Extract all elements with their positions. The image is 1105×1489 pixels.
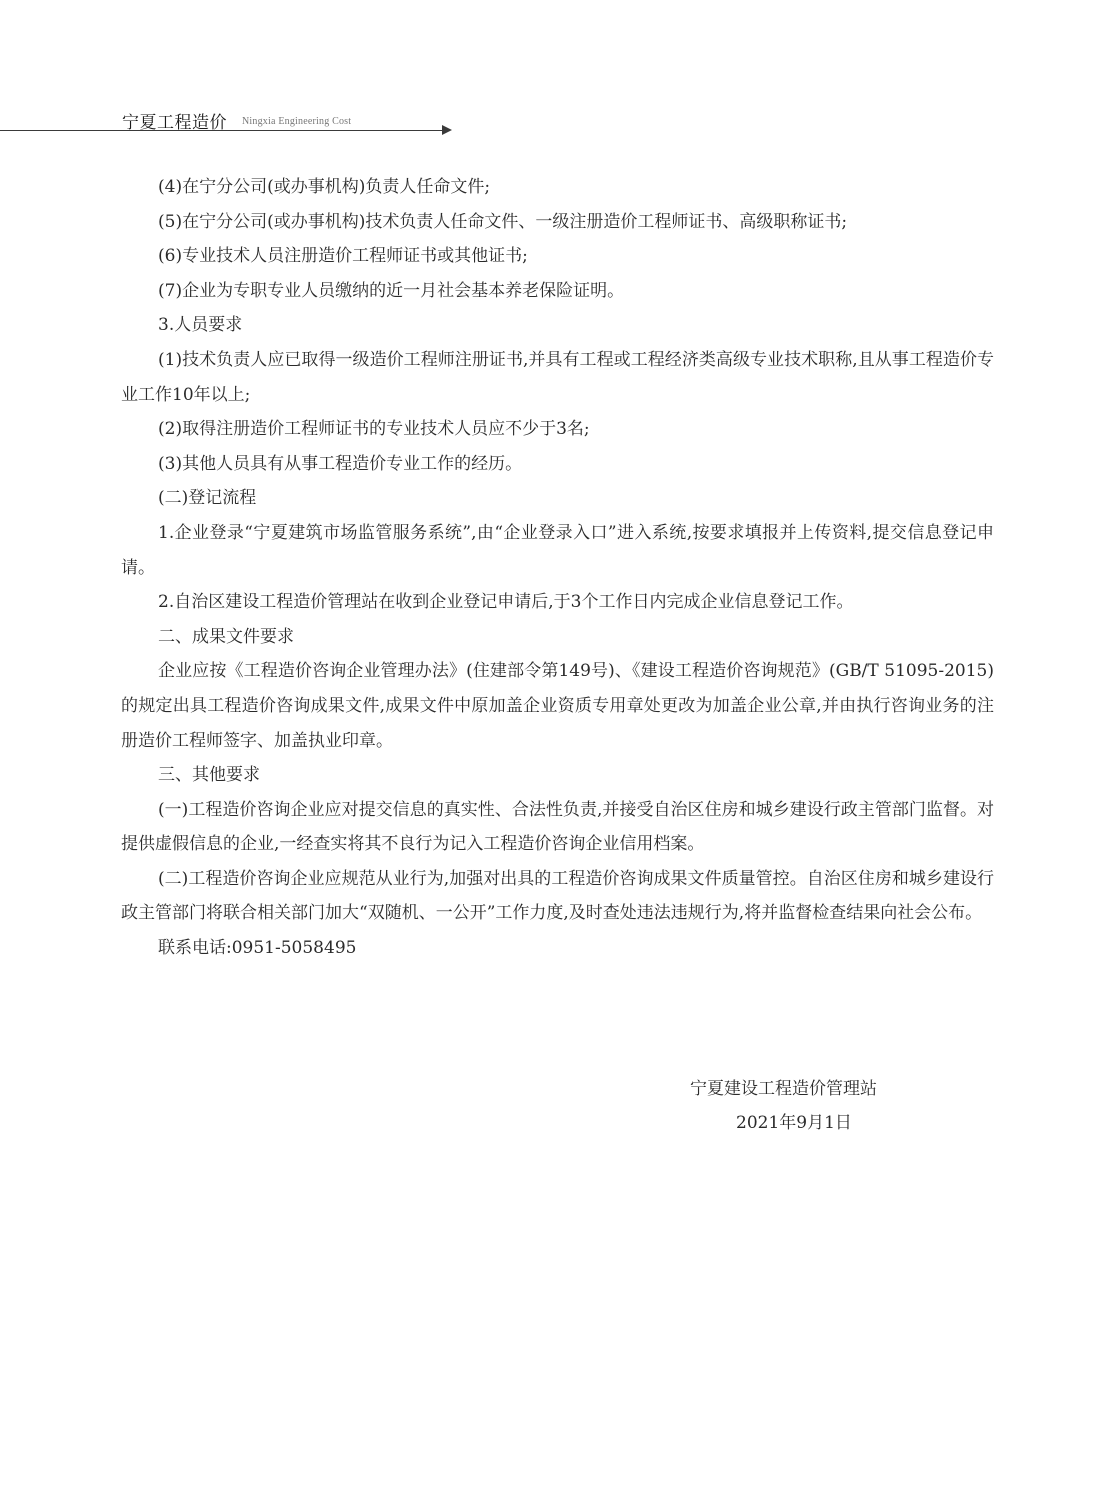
document-body (121, 170, 994, 966)
section-heading: 三、其他要求 (158, 765, 260, 786)
journal-title: 宁夏工程造价 (122, 113, 227, 133)
body-paragraph: (二)工程造价咨询企业应规范从业行为,加强对出具的工程造价咨询成果文件质量管控。自治区住房和城乡建设行政主管部门将联合相关部门加大“双随机、一公开”工作力度,及时查处违法违规行为,将并监督检查结果向社会公布。 (121, 868, 994, 924)
list-item: (4)在宁分公司(或办事机构)负责人任命文件; (158, 177, 491, 197)
section-heading: (二)登记流程 (158, 488, 257, 509)
contact-phone: 联系电话:0951-5058495 (158, 938, 357, 959)
list-item: (3)其他人员具有从事工程造价专业工作的经历。 (158, 453, 523, 474)
issuing-organization: 宁夏建设工程造价管理站 (690, 1079, 877, 1099)
journal-subtitle: Ningxia Engineering Cost (242, 116, 352, 127)
body-paragraph: (一)工程造价咨询企业应对提交信息的真实性、合法性负责,并接受自治区住房和城乡建设行政主管部门监督。对提供虚假信息的企业,一经查实将其不良行为记入工程造价咨询企业信用档案。 (121, 799, 994, 855)
list-item: (6)专业技术人员注册造价工程师证书或其他证书; (158, 246, 528, 267)
issue-date: 2021年9月1日 (736, 1113, 852, 1133)
arrow-right-icon (442, 125, 452, 135)
section-heading: 3.人员要求 (158, 315, 243, 336)
section-heading: 二、成果文件要求 (158, 626, 294, 647)
running-header (0, 104, 460, 144)
header-rule (0, 130, 444, 131)
list-item: (1)技术负责人应已取得一级造价工程师注册证书,并具有工程或工程经济类高级专业技术职称,且从事工程造价专业工作10年以上; (121, 349, 994, 405)
body-paragraph: 企业应按《工程造价咨询企业管理办法》(住建部令第149号)、《建设工程造价咨询规范》(GB/T 51095-2015)的规定出具工程造价咨询成果文件,成果文件中原加盖企业资质专用章处更改为加盖企业公章,并由执行咨询业务的注册造价工程师签字、加盖执业印章。 (121, 661, 994, 751)
list-item: (7)企业为专职专业人员缴纳的近一月社会基本养老保险证明。 (158, 280, 625, 301)
list-item: 2.自治区建设工程造价管理站在收到企业登记申请后,于3个工作日内完成企业信息登记工作。 (158, 592, 854, 613)
signature-block (560, 1072, 1040, 1140)
list-item: (2)取得注册造价工程师证书的专业技术人员应不少于3名; (158, 419, 590, 440)
list-item: (5)在宁分公司(或办事机构)技术负责人任命文件、一级注册造价工程师证书、高级职称证书; (158, 211, 848, 232)
list-item: 1.企业登录“宁夏建筑市场监管服务系统”,由“企业登录入口”进入系统,按要求填报并上传资料,提交信息登记申请。 (121, 522, 994, 578)
